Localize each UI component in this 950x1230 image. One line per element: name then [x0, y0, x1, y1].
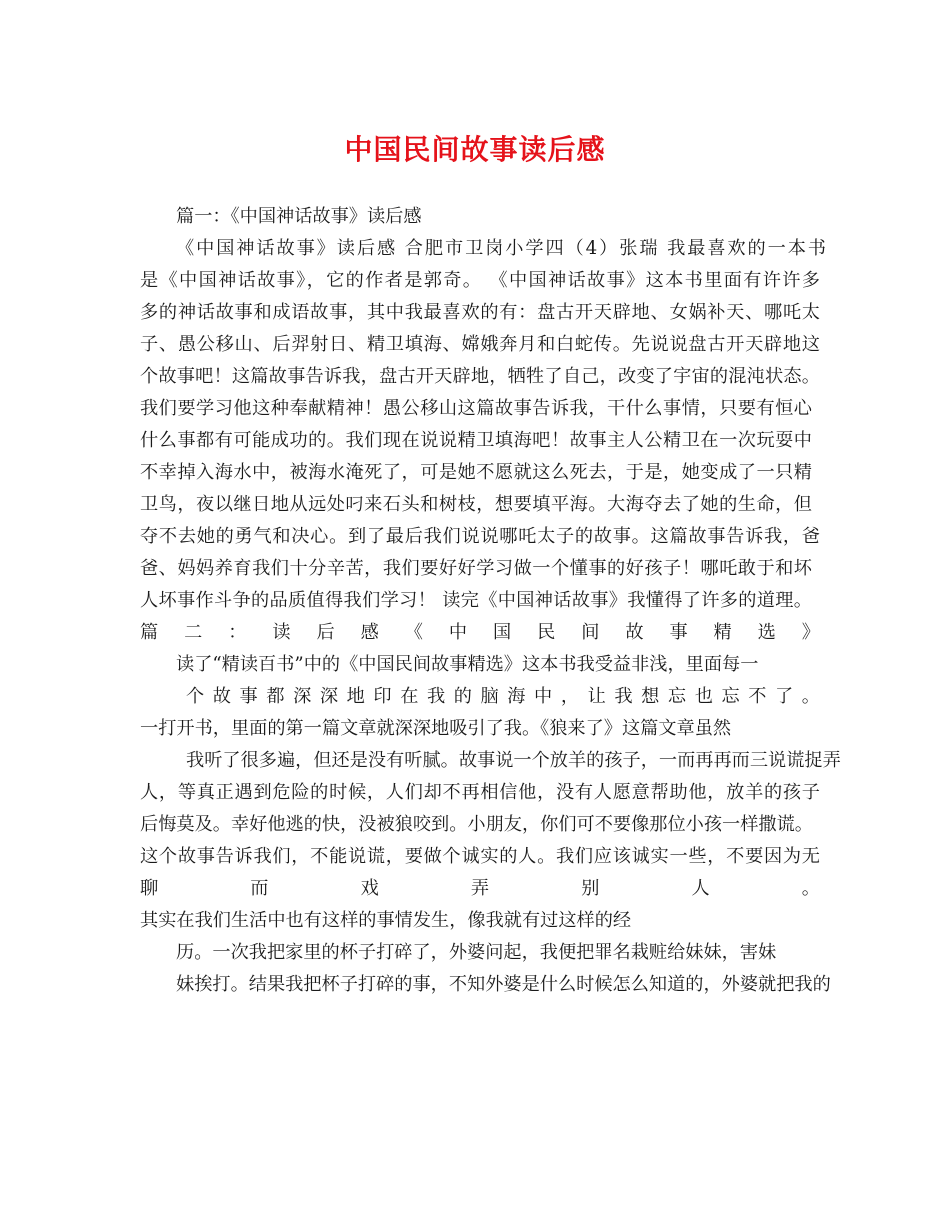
text-line: 什么事都有可能成功的。我们现在说说精卫填海吧！故事主人公精卫在一次玩耍中 [140, 430, 812, 451]
text-line: 一打开书，里面的第一篇文章就深深地吸引了我。《狼来了》这篇文章虽然 [140, 718, 732, 739]
section-heading-2: 读了“精读百书”中的《中国民间故事精选》这本书我受益非浅，里面每一 [176, 654, 759, 675]
text-line: 《中国神话故事》读后感 合肥市卫岗小学四（4）张瑞 我最喜欢的一本书 [176, 238, 826, 259]
text-line: 人坏事作斗争的品质值得我们学习！ 读完《中国神话故事》我懂得了许多的道理。 [140, 590, 812, 611]
text-line: 夺不去她的勇气和决心。到了最后我们说说哪吒太子的故事。这篇故事告诉我，爸 [140, 526, 820, 547]
text-line: 我们要学习他这种奉献精神！愚公移山这篇故事告诉我，干什么事情，只要有恒心 [140, 398, 812, 419]
text-line: 子、愚公移山、后羿射日、精卫填海、嫦娥奔月和白蛇传。先说说盘古开天辟地这 [140, 334, 820, 355]
document-title: 中国民间故事读后感 [344, 133, 606, 166]
section-heading-1: 篇一：《中国神话故事》读后感 [176, 206, 422, 227]
text-line: 人，等真正遇到危险的时候，人们却不再相信他，没有人愿意帮助他，放羊的孩子 [140, 782, 820, 803]
text-line: 其实在我们生活中也有这样的事情发生，像我就有过这样的经 [140, 910, 632, 931]
text-line: 我听了很多遍，但还是没有听腻。故事说一个放羊的孩子，一而再再而三说谎捉弄 [186, 750, 841, 771]
text-line: 爸、妈妈养育我们十分辛苦，我们要好好学习做一个懂事的好孩子！哪吒敢于和坏 [140, 558, 812, 579]
text-line: 历。一次我把家里的杯子打碎了，外婆问起，我便把罪名栽赃给妹妹，害妹 [176, 942, 777, 963]
text-line: 不幸掉入海水中，被海水淹死了，可是她不愿就这么死去，于是，她变成了一只精 [140, 462, 812, 483]
text-line: 个故事吧！这篇故事告诉我，盘古开天辟地，牺牲了自己，改变了宇宙的混沌状态。 [140, 366, 820, 387]
text-line: 个故事都深深地印在我的脑海中，让我想忘也忘不了。 [186, 686, 820, 707]
text-line: 多的神话故事和成语故事，其中我最喜欢的有：盘古开天辟地、女娲补天、哪吒太 [140, 302, 820, 323]
text-line: 是《中国神话故事》，它的作者是郭奇。 《中国神话故事》这本书里面有许许多 [140, 270, 820, 291]
text-line: 后悔莫及。幸好他逃的快，没被狼咬到。小朋友，你们可不要像那位小孩一样撒谎。 [140, 814, 813, 835]
text-line: 卫鸟，夜以继日地从远处叼来石头和树枝，想要填平海。大海夺去了她的生命，但 [140, 494, 812, 515]
text-line: 妹挨打。结果我把杯子打碎的事，不知外婆是什么时候怎么知道的，外婆就把我的 [176, 974, 831, 995]
text-line: 这个故事告诉我们，不能说谎，要做个诚实的人。我们应该诚实一些，不要因为无 [140, 846, 820, 867]
text-line: 聊而戏弄别人。 [140, 878, 820, 899]
text-line: 篇二：读后感《中国民间故事精选》 [140, 622, 820, 643]
